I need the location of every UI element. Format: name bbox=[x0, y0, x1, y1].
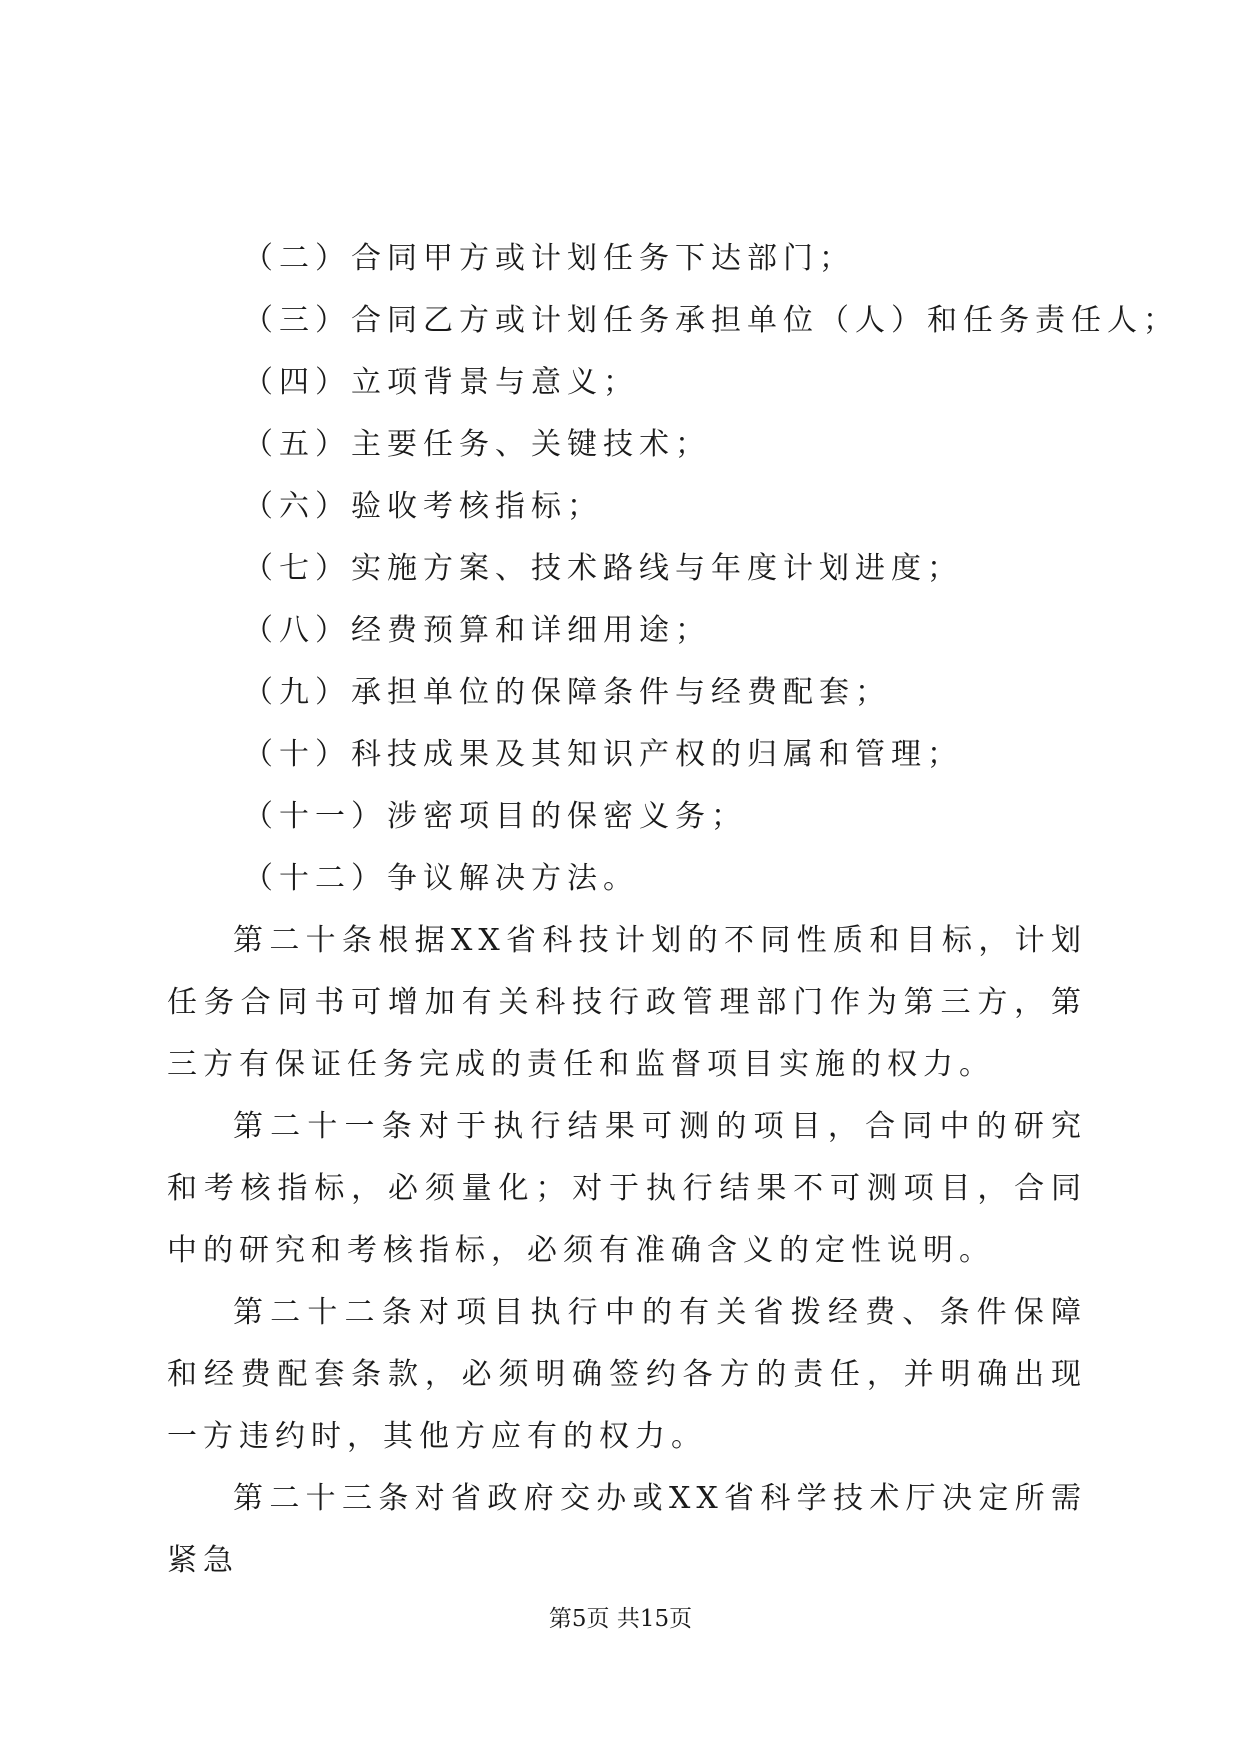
article-20-paragraph: 第二十条根据XX省科技计划的不同性质和目标，计划任务合同书可增加有关科技行政管理部门作为第三方，第三方有保证任务完成的责任和监督项目实施的权力。 bbox=[167, 923, 1087, 1082]
list-item: （二）合同甲方或计划任务下达部门； bbox=[243, 241, 855, 276]
article-21-paragraph: 第二十一条对于执行结果可测的项目，合同中的研究和考核指标，必须量化；对于执行结果不可测项目，合同中的研究和考核指标，必须有准确含义的定性说明。 bbox=[167, 1109, 1087, 1268]
list-item: （六）验收考核指标； bbox=[243, 489, 603, 524]
list-item: （十一）涉密项目的保密义务； bbox=[243, 799, 747, 834]
list-item: （十二）争议解决方法。 bbox=[243, 861, 639, 896]
document-body bbox=[167, 228, 1179, 1592]
list-item: （三）合同乙方或计划任务承担单位（人）和任务责任人； bbox=[243, 303, 1179, 338]
list-item: （五）主要任务、关键技术； bbox=[243, 427, 711, 462]
article-23-paragraph: 第二十三条对省政府交办或XX省科学技术厅决定所需紧急 bbox=[167, 1481, 1087, 1578]
list-item: （九）承担单位的保障条件与经费配套； bbox=[243, 675, 891, 710]
list-item: （十）科技成果及其知识产权的归属和管理； bbox=[243, 737, 963, 772]
list-item: （八）经费预算和详细用途； bbox=[243, 613, 711, 648]
article-22-paragraph: 第二十二条对项目执行中的有关省拨经费、条件保障和经费配套条款，必须明确签约各方的责任，并明确出现一方违约时，其他方应有的权力。 bbox=[167, 1295, 1087, 1454]
list-item: （四）立项背景与意义； bbox=[243, 365, 639, 400]
page-number-footer: 第5页 共15页 bbox=[548, 1606, 693, 1632]
list-item: （七）实施方案、技术路线与年度计划进度； bbox=[243, 551, 963, 586]
